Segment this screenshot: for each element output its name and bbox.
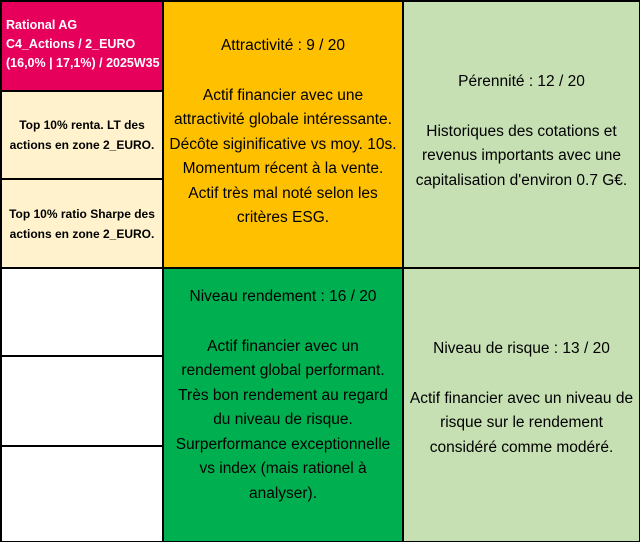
risque-title: Niveau de risque : 13 / 20 [433,340,610,357]
rendement-title: Niveau rendement : 16 / 20 [189,288,377,305]
description-line: critères ESG. [236,209,330,226]
rendement-description [164,335,402,507]
description-line: capitalisation d'environ 0.7 G€. [415,171,628,189]
asset-performance-week: (16,0% | 17,1%) / 2025W35 [6,56,160,70]
description-line: risque sur le rendement [440,414,603,431]
top-renta-label-cell [1,91,163,179]
description-line: rendement global performant. [181,362,385,379]
empty-cell [1,268,163,356]
description-line: Historiques des cotations et [426,122,617,140]
description-line: Actif financier avec un niveau de [409,389,634,407]
description-line: Très bon rendement au regard [178,386,388,404]
description-line: Actif très mal noté selon les [188,184,378,202]
asset-category: C4_Actions / 2_EURO [6,37,136,51]
top-sharpe-label-cell [1,179,163,268]
description-line: Décôte siginificative vs moy. 10s. [169,135,397,153]
description-line: considéré comme modéré. [429,438,614,456]
description-line: vs index (mais rationel à [199,460,367,477]
description-line: attractivité globale intéressante. [174,111,392,128]
description-line: analyser). [248,484,318,502]
top-renta-label: Top 10% renta. LT des actions en zone 2_EURO. [9,118,155,152]
description-line: du niveau de risque. [213,411,353,428]
top-sharpe-label: Top 10% ratio Sharpe des actions en zone 2_EURO. [9,206,155,241]
asset-name: Rational AG [6,18,78,32]
perennite-description [404,120,639,194]
attractivite-cell [163,1,403,268]
description-line: Actif financier avec un [207,337,359,355]
rendement-cell [163,268,403,542]
perennite-title: Pérennité : 12 / 20 [458,73,585,90]
empty-cell [1,446,163,542]
risque-cell [403,268,640,542]
description-line: revenus importants avec une [421,147,622,164]
attractivite-title: Attractivité : 9 / 20 [220,37,346,54]
perennite-cell [403,1,640,268]
asset-header-cell [1,1,163,91]
empty-cell [1,356,163,446]
description-line: Surperformance exceptionnelle [175,435,391,453]
description-line: Momentum récent à la vente. [182,160,384,177]
description-line: Actif financier avec une [202,86,364,104]
risque-description [404,387,639,461]
attractivite-description [164,84,402,231]
